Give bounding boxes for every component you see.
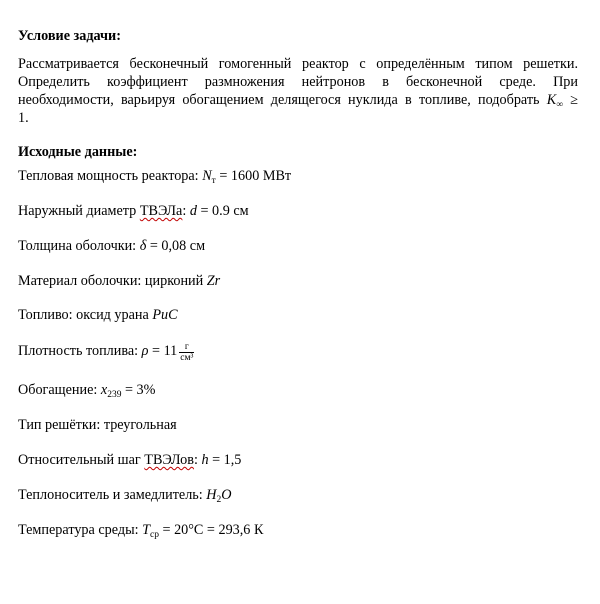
- k-inf-letter: K: [546, 92, 557, 108]
- task-line-3: [18, 91, 578, 110]
- task-line-3-text: необходимости, варьируя обогащением делящегося нуклида в топливе, подобрать: [18, 92, 547, 108]
- task-line-2: Определить коэффициент размножения нейтронов в бесконечной среде. При: [18, 74, 578, 90]
- given-temperature: [18, 521, 263, 539]
- density-label: Плотность топлива:: [18, 342, 142, 359]
- thickness-label: Толщина оболочки:: [18, 238, 140, 254]
- density-unit-fraction: [179, 342, 194, 363]
- power-sub: т: [211, 176, 216, 186]
- coolant-symbol-h: H: [206, 487, 217, 503]
- material-label: Материал оболочки: цирконий: [18, 273, 207, 289]
- given-heading: Исходные данные:: [18, 144, 138, 160]
- pitch-value: = 1,5: [212, 452, 242, 468]
- thickness-value: = 0,08 см: [149, 238, 206, 254]
- diameter-label-b: :: [182, 203, 190, 219]
- temperature-sub: ср: [150, 530, 159, 540]
- temperature-symbol: T: [142, 522, 150, 538]
- pitch-label-a: Относительный шаг: [18, 452, 145, 468]
- pitch-symbol: h: [201, 452, 209, 468]
- given-lattice: Тип решётки: треугольная: [18, 417, 177, 433]
- diameter-spellcheck-word: ТВЭЛа: [139, 203, 183, 219]
- task-line-4: 1.: [18, 110, 29, 126]
- enrichment-sub: 239: [107, 390, 122, 400]
- density-symbol: ρ: [141, 342, 149, 359]
- diameter-value: = 0.9 см: [200, 203, 249, 219]
- diameter-symbol: d: [189, 203, 197, 219]
- power-value: = 1600 МВт: [219, 168, 292, 184]
- given-pitch: [18, 451, 241, 469]
- given-cladding-thickness: [18, 237, 205, 255]
- power-symbol: N: [202, 168, 212, 184]
- thickness-symbol: δ: [139, 238, 147, 254]
- coolant-label: Теплоноситель и замедлитель:: [18, 487, 207, 503]
- given-power: [18, 167, 291, 185]
- density-unit-den: см³: [180, 353, 194, 363]
- task-line-1: Рассматривается бесконечный гомогенный реактор с определённым типом решетки.: [18, 56, 578, 72]
- given-cladding-material: [18, 272, 220, 290]
- coolant-symbol-o: O: [221, 487, 232, 503]
- enrichment-symbol: x: [100, 382, 108, 398]
- given-density: [18, 341, 194, 362]
- given-diameter: [18, 202, 249, 220]
- k-inf-symbol: [547, 92, 563, 108]
- power-label: Тепловая мощность реактора:: [18, 168, 203, 184]
- diameter-label-a: Наружный диаметр: [18, 203, 140, 219]
- given-coolant: [18, 486, 232, 504]
- coolant-sub: 2: [216, 495, 222, 505]
- fuel-label: Топливо: оксид урана: [18, 307, 153, 323]
- k-inf-relation: ≥: [570, 92, 578, 108]
- material-symbol: Zr: [206, 273, 221, 289]
- density-value: = 11: [152, 342, 178, 359]
- given-enrichment: [18, 381, 155, 399]
- enrichment-value: = 3%: [124, 382, 156, 398]
- k-inf-sub: ∞: [556, 100, 563, 110]
- temperature-label: Температура среды:: [18, 522, 143, 538]
- task-heading: Условие задачи:: [18, 28, 121, 44]
- given-fuel: [18, 306, 178, 324]
- enrichment-label: Обогащение:: [18, 382, 101, 398]
- pitch-label-b: :: [193, 452, 202, 468]
- pitch-spellcheck-word: ТВЭЛов: [144, 452, 194, 468]
- temperature-value: = 20°C = 293,6 К: [162, 522, 264, 538]
- fuel-symbol: PuC: [152, 307, 178, 323]
- density-unit-num: г: [179, 342, 194, 353]
